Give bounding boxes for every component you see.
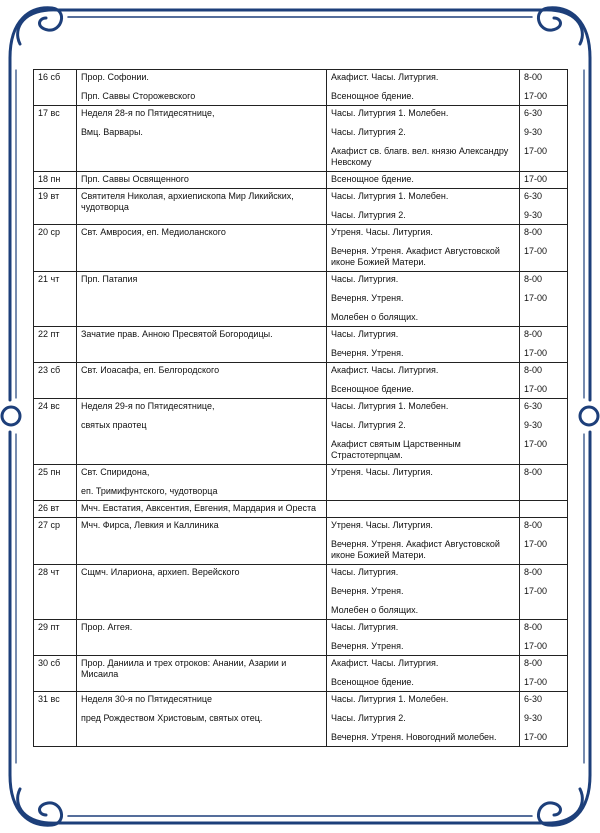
- schedule-row: [34, 518, 568, 565]
- schedule-row: [34, 620, 568, 656]
- services-cell: [327, 172, 520, 189]
- date-cell-line: 29 пт: [38, 622, 60, 632]
- schedule-row: [34, 692, 568, 747]
- time-cell-line: 9-30: [524, 713, 543, 723]
- date-cell-line: 31 вс: [38, 694, 60, 704]
- date-cell: [34, 363, 77, 399]
- schedule-row: [34, 189, 568, 225]
- schedule-row: [34, 272, 568, 327]
- commemoration-cell: [77, 70, 327, 106]
- schedule-row: [34, 70, 568, 106]
- time-cell: [520, 363, 568, 399]
- commemoration-cell-line: Прор. Даниила и трех отроков: Анании, Азарии и Мисаила: [81, 658, 287, 679]
- time-cell: [520, 620, 568, 656]
- time-cell-line: 17-00: [524, 348, 548, 358]
- commemoration-cell: [77, 620, 327, 656]
- date-cell: [34, 327, 77, 363]
- commemoration-cell-line: еп. Тримифунтского, чудотворца: [81, 486, 218, 496]
- date-cell-line: 26 вт: [38, 503, 60, 513]
- date-cell: [34, 172, 77, 189]
- time-cell: [520, 656, 568, 692]
- services-cell-line: Часы. Литургия.: [331, 274, 399, 284]
- schedule-row: [34, 363, 568, 399]
- commemoration-cell: [77, 656, 327, 692]
- commemoration-cell: [77, 399, 327, 465]
- commemoration-cell: [77, 565, 327, 620]
- time-cell: [520, 172, 568, 189]
- services-cell-line: Часы. Литургия 2.: [331, 210, 406, 220]
- time-cell-line: 17-00: [524, 384, 548, 394]
- services-cell: [327, 70, 520, 106]
- schedule-row: [34, 225, 568, 272]
- commemoration-cell-line: Свт. Иоасафа, еп. Белгородского: [81, 365, 220, 375]
- commemoration-cell-line: Мчч. Фирса, Левкия и Каллиника: [81, 520, 219, 530]
- date-cell-line: 18 пн: [38, 174, 61, 184]
- services-cell: [327, 518, 520, 565]
- time-cell-line: 8-00: [524, 227, 543, 237]
- schedule-row: [34, 106, 568, 172]
- time-cell: [520, 518, 568, 565]
- time-cell: [520, 70, 568, 106]
- services-cell-line: Часы. Литургия 1. Молебен.: [331, 694, 449, 704]
- services-cell-line: Вечерня. Утреня. Акафист Августовской иконе Божией Матери.: [331, 539, 500, 560]
- date-cell: [34, 565, 77, 620]
- date-cell-line: 25 пн: [38, 467, 61, 477]
- date-cell: [34, 272, 77, 327]
- services-cell-line: Утреня. Часы. Литургия.: [331, 467, 433, 477]
- services-cell-line: Утреня. Часы. Литургия.: [331, 520, 433, 530]
- time-cell: [520, 501, 568, 518]
- time-cell: [520, 465, 568, 501]
- time-cell-line: 8-00: [524, 72, 543, 82]
- services-cell-line: Часы. Литургия 1. Молебен.: [331, 108, 449, 118]
- time-cell-line: 8-00: [524, 365, 543, 375]
- schedule-row: [34, 172, 568, 189]
- commemoration-cell-line: Зачатие прав. Анною Пресвятой Богородицы.: [81, 329, 273, 339]
- services-cell-line: Всенощное бдение.: [331, 91, 414, 101]
- time-cell-line: 17-00: [524, 146, 548, 156]
- commemoration-cell-line: Прп. Саввы Сторожевского: [81, 91, 196, 101]
- date-cell: [34, 692, 77, 747]
- time-cell-line: 9-30: [524, 210, 543, 220]
- date-cell: [34, 465, 77, 501]
- time-cell-line: 17-00: [524, 539, 548, 549]
- commemoration-cell-line: Неделя 28-я по Пятидесятнице,: [81, 108, 215, 118]
- services-cell-line: Вечерня. Утреня. Новогодний молебен.: [331, 732, 497, 742]
- services-cell-line: Всенощное бдение.: [331, 384, 414, 394]
- time-cell-line: 17-00: [524, 174, 548, 184]
- time-cell: [520, 692, 568, 747]
- services-cell: [327, 565, 520, 620]
- services-cell-line: Вечерня. Утреня.: [331, 641, 404, 651]
- date-cell: [34, 620, 77, 656]
- schedule-row: [34, 565, 568, 620]
- commemoration-cell-line: святых праотец: [81, 420, 147, 430]
- services-cell: [327, 465, 520, 501]
- services-cell-line: Часы. Литургия 2.: [331, 127, 406, 137]
- commemoration-cell-line: пред Рождеством Христовым, святых отец.: [81, 713, 263, 723]
- time-cell-line: 6-30: [524, 401, 543, 411]
- commemoration-cell: [77, 692, 327, 747]
- commemoration-cell: [77, 363, 327, 399]
- date-cell-line: 30 сб: [38, 658, 61, 668]
- commemoration-cell: [77, 327, 327, 363]
- commemoration-cell-line: Прор. Аггея.: [81, 622, 133, 632]
- time-cell: [520, 399, 568, 465]
- services-cell: [327, 501, 520, 518]
- services-cell-line: Всенощное бдение.: [331, 677, 414, 687]
- time-cell: [520, 106, 568, 172]
- time-cell-line: 6-30: [524, 191, 543, 201]
- schedule-row: [34, 501, 568, 518]
- services-cell-line: Всенощное бдение.: [331, 174, 414, 184]
- date-cell: [34, 70, 77, 106]
- date-cell-line: 17 вс: [38, 108, 60, 118]
- commemoration-cell-line: Свт. Спиридона,: [81, 467, 150, 477]
- services-cell: [327, 106, 520, 172]
- time-cell-line: 8-00: [524, 622, 543, 632]
- services-cell: [327, 620, 520, 656]
- services-cell-line: Вечерня. Утреня.: [331, 586, 404, 596]
- time-cell: [520, 189, 568, 225]
- services-cell-line: Акафист. Часы. Литургия.: [331, 658, 439, 668]
- date-cell-line: 23 сб: [38, 365, 61, 375]
- commemoration-cell: [77, 225, 327, 272]
- time-cell-line: 17-00: [524, 586, 548, 596]
- date-cell-line: 20 ср: [38, 227, 61, 237]
- commemoration-cell: [77, 189, 327, 225]
- time-cell-line: 9-30: [524, 420, 543, 430]
- services-cell: [327, 225, 520, 272]
- commemoration-cell: [77, 518, 327, 565]
- commemoration-cell-line: Вмц. Варвары.: [81, 127, 143, 137]
- time-cell-line: 17-00: [524, 91, 548, 101]
- date-cell-line: 19 вт: [38, 191, 60, 201]
- time-cell-line: 17-00: [524, 246, 548, 256]
- services-cell: [327, 656, 520, 692]
- date-cell-line: 16 сб: [38, 72, 61, 82]
- services-cell-line: Часы. Литургия 2.: [331, 713, 406, 723]
- date-cell: [34, 399, 77, 465]
- time-cell: [520, 272, 568, 327]
- commemoration-cell-line: Свт. Амвросия, еп. Медиоланского: [81, 227, 226, 237]
- services-cell: [327, 399, 520, 465]
- time-cell-line: 17-00: [524, 641, 548, 651]
- services-cell-line: Молебен о болящих.: [331, 312, 419, 322]
- services-cell: [327, 363, 520, 399]
- services-cell-line: Вечерня. Утреня.: [331, 348, 404, 358]
- services-cell-line: Утреня. Часы. Литургия.: [331, 227, 433, 237]
- time-cell-line: 8-00: [524, 658, 543, 668]
- services-cell-line: Молебен о болящих.: [331, 605, 419, 615]
- date-cell-line: 28 чт: [38, 567, 60, 577]
- services-cell-line: Часы. Литургия.: [331, 622, 399, 632]
- commemoration-cell-line: Прп. Саввы Освященного: [81, 174, 189, 184]
- services-cell-line: Часы. Литургия.: [331, 329, 399, 339]
- date-cell: [34, 656, 77, 692]
- services-cell-line: Вечерня. Утреня.: [331, 293, 404, 303]
- time-cell-line: 17-00: [524, 732, 548, 742]
- time-cell-line: 6-30: [524, 694, 543, 704]
- date-cell: [34, 225, 77, 272]
- time-cell-line: 8-00: [524, 329, 543, 339]
- commemoration-cell: [77, 465, 327, 501]
- services-cell-line: Акафист святым Царственным Страстотерпцам.: [331, 439, 461, 460]
- time-cell-line: 9-30: [524, 127, 543, 137]
- commemoration-cell-line: Неделя 29-я по Пятидесятнице,: [81, 401, 215, 411]
- commemoration-cell: [77, 106, 327, 172]
- commemoration-cell-line: Мчч. Евстатия, Авксентия, Евгения, Мардария и Ореста: [81, 503, 317, 513]
- date-cell-line: 24 вс: [38, 401, 60, 411]
- time-cell-line: 17-00: [524, 677, 548, 687]
- services-cell-line: Часы. Литургия.: [331, 567, 399, 577]
- time-cell: [520, 327, 568, 363]
- date-cell: [34, 106, 77, 172]
- time-cell-line: 17-00: [524, 439, 548, 449]
- time-cell-line: 17-00: [524, 293, 548, 303]
- services-cell-line: Акафист. Часы. Литургия.: [331, 365, 439, 375]
- commemoration-cell-line: Неделя 30-я по Пятидесятнице: [81, 694, 212, 704]
- services-cell: [327, 692, 520, 747]
- commemoration-cell: [77, 272, 327, 327]
- schedule-row: [34, 399, 568, 465]
- service-schedule-table: [33, 69, 568, 747]
- commemoration-cell-line: Прор. Софонии.: [81, 72, 149, 82]
- date-cell-line: 27 ср: [38, 520, 61, 530]
- schedule-body: [34, 70, 568, 747]
- schedule-row: [34, 327, 568, 363]
- date-cell: [34, 501, 77, 518]
- time-cell-line: 8-00: [524, 467, 543, 477]
- time-cell: [520, 225, 568, 272]
- schedule-row: [34, 465, 568, 501]
- services-cell: [327, 189, 520, 225]
- date-cell: [34, 518, 77, 565]
- services-cell: [327, 272, 520, 327]
- time-cell: [520, 565, 568, 620]
- services-cell: [327, 327, 520, 363]
- time-cell-line: 8-00: [524, 274, 543, 284]
- time-cell-line: 8-00: [524, 567, 543, 577]
- commemoration-cell: [77, 172, 327, 189]
- time-cell-line: 8-00: [524, 520, 543, 530]
- date-cell-line: 22 пт: [38, 329, 60, 339]
- commemoration-cell-line: Святителя Николая, архиепископа Мир Ликийских, чудотворца: [81, 191, 294, 212]
- date-cell: [34, 189, 77, 225]
- services-cell-line: Акафист. Часы. Литургия.: [331, 72, 439, 82]
- date-cell-line: 21 чт: [38, 274, 60, 284]
- services-cell-line: Акафист св. благв. вел. князю Александру Невскому: [331, 146, 509, 167]
- time-cell-line: 6-30: [524, 108, 543, 118]
- services-cell-line: Часы. Литургия 1. Молебен.: [331, 401, 449, 411]
- schedule-row: [34, 656, 568, 692]
- services-cell-line: Часы. Литургия 2.: [331, 420, 406, 430]
- commemoration-cell-line: Сщмч. Илариона, архиеп. Верейского: [81, 567, 240, 577]
- services-cell-line: Часы. Литургия 1. Молебен.: [331, 191, 449, 201]
- commemoration-cell: [77, 501, 327, 518]
- services-cell-line: Вечерня. Утреня. Акафист Августовской иконе Божией Матери.: [331, 246, 500, 267]
- commemoration-cell-line: Прп. Патапия: [81, 274, 138, 284]
